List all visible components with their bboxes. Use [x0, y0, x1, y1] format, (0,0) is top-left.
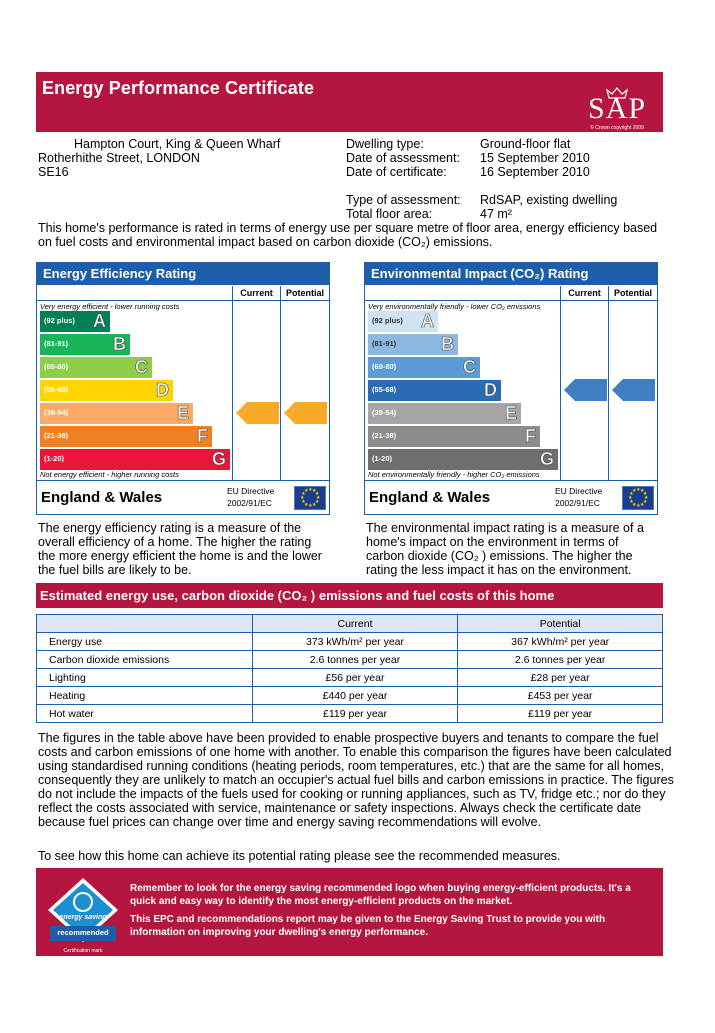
environmental-band-letter: C [463, 357, 476, 377]
environmental-band-letter: A [421, 311, 434, 331]
table-row-hot-water [37, 705, 663, 723]
efficiency-band-a [40, 311, 110, 332]
efficiency-divider-1 [232, 286, 233, 480]
current-value: £119 per year [252, 705, 458, 723]
eu-star-icon: ★ [640, 501, 645, 508]
estimated-section-title: Estimated energy use, carbon dioxide (CO₂ ) emissions and fuel costs of this home [36, 583, 663, 608]
environmental-band-letter: G [539, 449, 554, 469]
efficiency-hline-2 [37, 480, 329, 481]
efficiency-col-potential: Potential [285, 288, 324, 298]
eu-star-icon: ★ [304, 501, 309, 508]
potential-value: £119 per year [458, 705, 663, 723]
eu-star-icon: ★ [301, 491, 306, 497]
eu-star-icon: ★ [629, 499, 634, 505]
efficiency-band-g [40, 449, 230, 470]
eu-star-icon: ★ [644, 495, 649, 501]
efficiency-band-f [40, 426, 212, 447]
efficiency-directive-line-2: 2002/91/EC [227, 498, 272, 508]
environmental-col-current: Current [568, 288, 601, 298]
current-value: £440 per year [252, 687, 458, 705]
eu-star-icon: ★ [301, 499, 306, 505]
efficiency-band-letter: G [211, 449, 226, 469]
eu-star-icon: ★ [636, 503, 641, 509]
environmental-band-letter: F [525, 426, 536, 446]
table-row-heating [37, 687, 663, 705]
environmental-band-range: (39-54) [372, 408, 397, 417]
sap-copyright: © Crown copyright 2009 [590, 125, 644, 131]
environmental-region: England & Wales [369, 489, 491, 506]
eu-star-icon: ★ [312, 488, 317, 495]
environmental-band-letter: E [504, 403, 517, 423]
assessment-date-label: Date of assessment: [346, 151, 460, 165]
efficiency-band-range: (92 plus) [44, 316, 75, 325]
environmental-band-letter: D [484, 380, 497, 400]
eu-star-icon: ★ [642, 491, 648, 497]
efficiency-band-range: (81-91) [44, 339, 69, 348]
environmental-band-b [368, 334, 458, 355]
efficiency-bottom-caption: Not energy efficient - higher running costs [40, 470, 179, 479]
efficiency-hline-1 [37, 300, 329, 301]
efficiency-band-letter: A [93, 311, 106, 331]
environmental-potential-rating: 62 [623, 379, 655, 401]
potential-value: £28 per year [458, 669, 663, 687]
efficiency-band-range: (1-20) [44, 454, 65, 463]
current-value: £56 per year [252, 669, 458, 687]
efficiency-band-b [40, 334, 130, 355]
environmental-description: The environmental impact rating is a measure of a home's impact on the environment in terms of carbon dioxide (CO₂ ) emissions. The higher the rating the less impact it has on the environment. [366, 521, 644, 577]
environmental-impact-panel [364, 262, 658, 515]
efficiency-panel-title: Energy Efficiency Rating [37, 263, 329, 285]
sap-logo [581, 86, 653, 131]
efficiency-band-e [40, 403, 193, 424]
environmental-hline-1 [365, 300, 657, 301]
assessment-date-value: 15 September 2010 [480, 151, 590, 165]
environmental-top-caption: Very environmentally friendly - lower CO₂ emissions [368, 302, 541, 311]
environmental-directive-line-1: EU Directive [555, 486, 603, 496]
eu-star-icon: ★ [304, 488, 309, 495]
table-header-current: Current [252, 615, 458, 633]
table-header-row [37, 615, 663, 633]
environmental-eu-flag-icon [622, 486, 654, 510]
current-value: 373 kWh/m² per year [252, 633, 458, 651]
table-header-potential: Potential [458, 615, 663, 633]
environmental-divider-2 [608, 286, 609, 480]
assessment-type-value: RdSAP, existing dwelling [480, 193, 618, 207]
logo-top-text: energy saving [59, 914, 107, 921]
energy-saving-banner [36, 868, 663, 956]
eu-star-icon: ★ [312, 501, 317, 508]
banner-message-2: This EPC and recommendations report may be given to the Energy Saving Trust to provide you with information on improving your dwelling's energy performance. [130, 914, 606, 938]
floor-area-label: Total floor area: [346, 207, 433, 221]
efficiency-divider-2 [280, 286, 281, 480]
environmental-band-f [368, 426, 540, 447]
environmental-bottom-caption: Not environmentally friendly - higher CO₂ emissions [368, 470, 540, 479]
efficiency-region: England & Wales [41, 489, 163, 506]
certification-mark-caption: Certification mark [63, 948, 103, 954]
environmental-current-rating: 62 [575, 379, 607, 401]
environmental-band-d [368, 380, 501, 401]
assessment-type-label: Type of assessment: [346, 193, 461, 207]
row-label: Hot water [37, 705, 253, 723]
floor-area-value: 47 m² [480, 207, 512, 221]
address-line-2: Rotherhithe Street, LONDON [38, 151, 200, 165]
eu-star-icon: ★ [628, 495, 633, 501]
efficiency-current-rating: 53 [247, 402, 279, 424]
dwelling-type-label: Dwelling type: [346, 137, 424, 151]
eu-star-icon: ★ [636, 487, 641, 493]
row-label: Heating [37, 687, 253, 705]
efficiency-band-letter: C [135, 357, 148, 377]
environmental-panel-title: Environmental Impact (CO₂) Rating [365, 263, 657, 285]
table-header-blank [37, 615, 253, 633]
potential-value: 2.6 tonnes per year [458, 651, 663, 669]
address-postcode: SE16 [38, 165, 69, 179]
efficiency-band-letter: D [156, 380, 169, 400]
estimated-costs-table [36, 614, 663, 723]
environmental-col-potential: Potential [613, 288, 652, 298]
environmental-band-range: (55-68) [372, 385, 397, 394]
energy-saving-recommended-logo [46, 876, 120, 954]
logo-bottom-text: recommended [57, 928, 109, 937]
eu-star-icon: ★ [629, 491, 634, 497]
environmental-band-range: (21-38) [372, 431, 397, 440]
intro-text: This home's performance is rated in terms of energy use per square metre of floor area, energy efficiency based on fuel costs and environmental impact based on carbon dioxide (CO₂) emissions. [38, 221, 658, 249]
eu-star-icon: ★ [308, 503, 313, 509]
eu-star-icon: ★ [316, 495, 321, 501]
efficiency-band-range: (55-68) [44, 385, 69, 394]
row-label: Carbon dioxide emissions [37, 651, 253, 669]
potential-value: £453 per year [458, 687, 663, 705]
sap-logo-text: SAP [587, 92, 647, 125]
environmental-band-a [368, 311, 438, 332]
energy-efficiency-panel [36, 262, 330, 515]
page-title: Energy Performance Certificate [42, 78, 315, 98]
environmental-band-range: (1-20) [372, 454, 393, 463]
figures-explanation: The figures in the table above have been provided to enable prospective buyers and tenants to compare the fuel costs and carbon emissions of one home with another. To enable this comparison the figures have been calculated using standardised running conditions (heating periods, room temperatures, etc.) that are the same for all homes, consequently they are unlikely to match an occupier's actual fuel bills and carbon emissions in practice. The figures do not include the impacts of the fuels used for cooking or running appliances, such as TV, fridge etc.; nor do they reflect the costs associated with service, maintenance or safety inspections. Always check the certificate date because fuel prices can change over time and energy saving recommendations will evolve. [38, 731, 674, 829]
efficiency-band-range: (39-54) [44, 408, 69, 417]
table-row-lighting [37, 669, 663, 687]
efficiency-col-current: Current [240, 288, 273, 298]
environmental-divider-1 [560, 286, 561, 480]
efficiency-description: The energy efficiency rating is a measure of the overall efficiency of a home. The higher the rating the more energy efficient the home is and the lower the fuel bills are likely to be. [38, 521, 322, 577]
table-row-carbon-dioxide [37, 651, 663, 669]
eu-star-icon: ★ [632, 488, 637, 495]
environmental-band-g [368, 449, 558, 470]
table-row-energy-use [37, 633, 663, 651]
efficiency-band-letter: E [176, 403, 189, 423]
efficiency-band-letter: F [197, 426, 208, 446]
environmental-band-c [368, 357, 480, 378]
address-line-1: Hampton Court, King & Queen Wharf [74, 137, 281, 151]
efficiency-potential-rating: 54 [295, 402, 327, 424]
eu-star-icon: ★ [640, 488, 645, 495]
eu-star-icon: ★ [632, 501, 637, 508]
efficiency-directive-line-1: EU Directive [227, 486, 275, 496]
efficiency-band-range: (21-38) [44, 431, 69, 440]
row-label: Lighting [37, 669, 253, 687]
dwelling-type-value: Ground-floor flat [480, 137, 571, 151]
environmental-band-letter: B [441, 334, 454, 354]
potential-value: 367 kWh/m² per year [458, 633, 663, 651]
row-label: Energy use [37, 633, 253, 651]
banner-message-1: Remember to look for the energy saving recommended logo when buying energy-efficient products. It's a quick and easy way to identify the most energy-efficient products on the market. [130, 883, 631, 907]
eu-star-icon: ★ [308, 487, 313, 493]
efficiency-band-d [40, 380, 173, 401]
eu-star-icon: ★ [314, 491, 320, 497]
certificate-date-label: Date of certificate: [346, 165, 447, 179]
environmental-hline-2 [365, 480, 657, 481]
efficiency-band-c [40, 357, 152, 378]
environmental-band-range: (69-80) [372, 362, 397, 371]
current-value: 2.6 tonnes per year [252, 651, 458, 669]
environmental-directive-line-2: 2002/91/EC [555, 498, 600, 508]
efficiency-band-range: (69-80) [44, 362, 69, 371]
efficiency-band-letter: B [113, 334, 126, 354]
eu-star-icon: ★ [642, 499, 648, 505]
environmental-band-range: (92 plus) [372, 316, 403, 325]
certificate-date-value: 16 September 2010 [480, 165, 590, 179]
recommended-measures-text: To see how this home can achieve its potential rating please see the recommended measures. [38, 849, 561, 863]
environmental-band-e [368, 403, 521, 424]
environmental-band-range: (81-91) [372, 339, 397, 348]
certificate-header [36, 72, 663, 132]
eu-star-icon: ★ [314, 499, 320, 505]
eu-star-icon: ★ [300, 495, 305, 501]
efficiency-top-caption: Very energy efficient - lower running costs [40, 302, 180, 311]
efficiency-eu-flag-icon [294, 486, 326, 510]
